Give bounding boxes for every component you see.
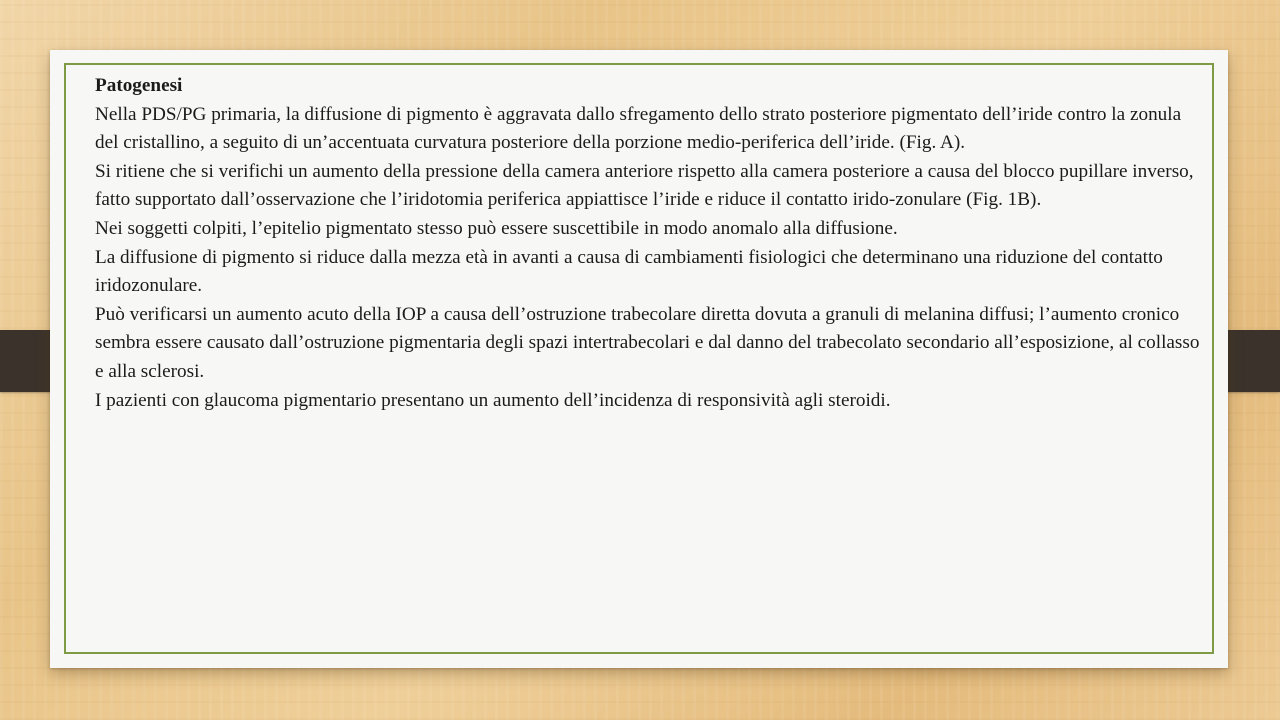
slide-title: Patogenesi <box>95 75 183 96</box>
paragraph-epithelium-susceptibility: Nei soggetti colpiti, l’epitelio pigmentato stesso può essere suscettibile in modo anomalo alla diffusione. <box>95 217 898 239</box>
paragraph-iop-increase: Può verificarsi un aumento acuto della IOP a causa dell’ostruzione trabecolare diretta dovuta a granuli di melanina diffusi; l’aumento cronico sembra essere causato dall’ostruzione pigmentaria degli spazi intertrabecolari e dal danno del trabecolato secondario all’esposizione, al collasso e alla sclerosi. <box>95 303 1200 382</box>
paragraph-pathogenesis-friction: Nella PDS/PG primaria, la diffusione di pigmento è aggravata dallo sfregamento dello strato posteriore pigmentato dell’iride contro la zonula del cristallino, a seguito di un’accentuata curvatura posteriore della porzione medio-periferica dell’iride. (Fig. A). <box>95 103 1182 154</box>
slide-content <box>95 72 1205 415</box>
left-decorative-band <box>0 330 56 392</box>
paragraph-age-reduction: La diffusione di pigmento si riduce dalla mezza età in avanti a causa di cambiamenti fisiologici che determinano una riduzione del contatto iridozonulare. <box>95 246 1163 297</box>
paragraph-reverse-pupillary-block: Si ritiene che si verifichi un aumento della pressione della camera anteriore rispetto alla camera posteriore a causa del blocco pupillare inverso, fatto supportato dall’osservazione che l’iridotomia periferica appiattisce l’iride e riduce il contatto irido-zonulare (Fig. 1B). <box>95 160 1194 211</box>
paragraph-steroid-responsiveness: I pazienti con glaucoma pigmentario presentano un aumento dell’incidenza di responsività agli steroidi. <box>95 389 891 411</box>
